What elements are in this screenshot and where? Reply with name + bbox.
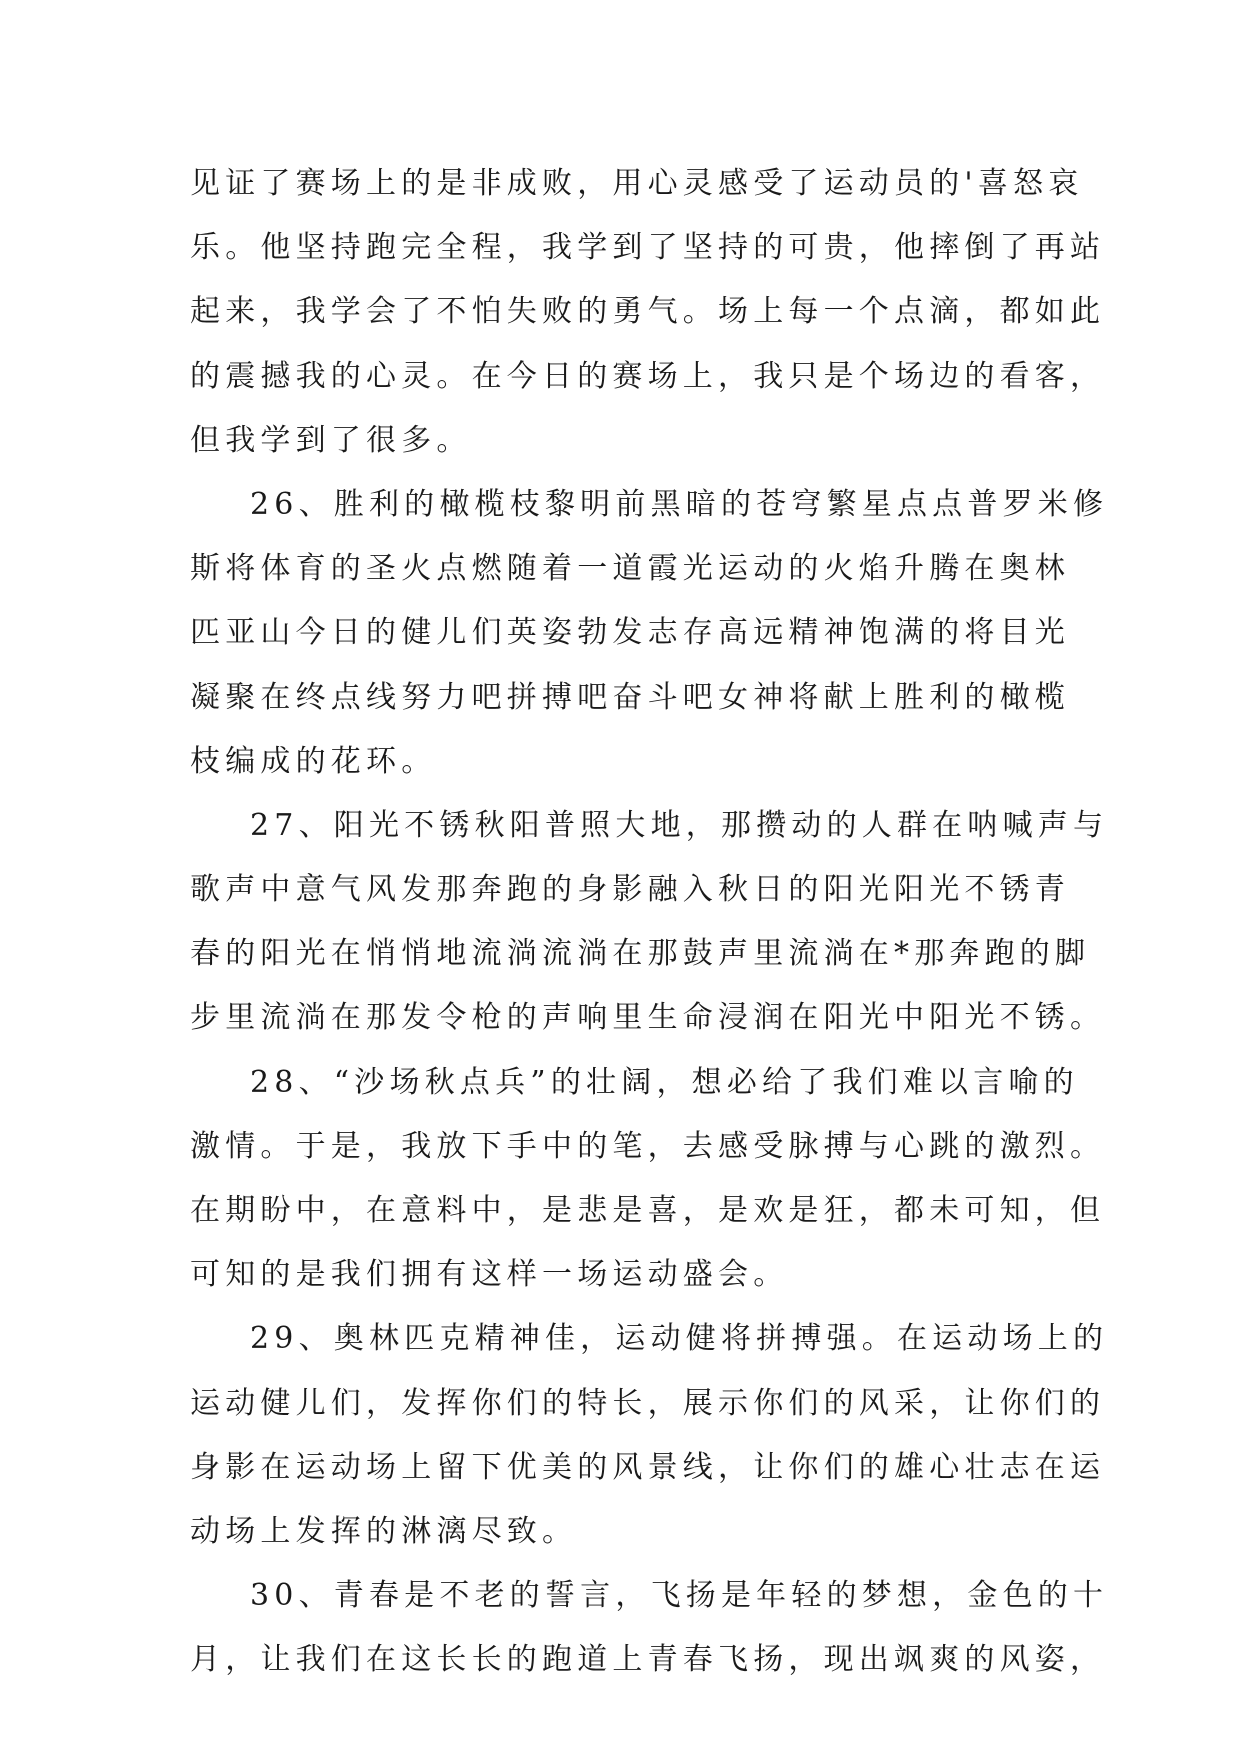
- document-body: [190, 152, 1109, 1693]
- text-line: 起来，我学会了不怕失败的勇气。场上每一个点滴，都如此: [190, 294, 1106, 330]
- paragraph-28-start: 28、“沙场秋点兵”的壮阔，想必给了我们难以言喻的: [250, 1064, 1079, 1100]
- text-line: 的震撼我的心灵。在今日的赛场上，我只是个场边的看客，: [190, 358, 1106, 394]
- text-line: 匹亚山今日的健儿们英姿勃发志存高远精神饱满的将目光: [190, 615, 1070, 651]
- paragraph-29-start: 29、奥林匹克精神佳，运动健将拼搏强。在运动场上的: [250, 1321, 1109, 1357]
- text-line: 斯将体育的圣火点燃随着一道霞光运动的火焰升腾在奥林: [190, 551, 1070, 587]
- text-line: 激情。于是，我放下手中的笔，去感受脉搏与心跳的激烈。: [190, 1128, 1106, 1164]
- text-line: 乐。他坚持跑完全程，我学到了坚持的可贵，他摔倒了再站: [190, 230, 1106, 266]
- text-line: 歌声中意气风发那奔跑的身影融入秋日的阳光阳光不锈青: [190, 872, 1070, 908]
- text-line: 步里流淌在那发令枪的声响里生命浸润在阳光中阳光不锈。: [190, 1000, 1106, 1036]
- text-line: 身影在运动场上留下优美的风景线，让你们的雄心壮志在运: [190, 1449, 1106, 1485]
- paragraph-30-start: 30、青春是不老的誓言，飞扬是年轻的梦想，金色的十: [250, 1578, 1109, 1614]
- text-line: 春的阳光在悄悄地流淌流淌在那鼓声里流淌在*那奔跑的脚: [190, 936, 1091, 972]
- paragraph-27-start: 27、阳光不锈秋阳普照大地，那攒动的人群在呐喊声与: [250, 807, 1109, 843]
- text-line: 可知的是我们拥有这样一场运动盛会。: [190, 1257, 789, 1293]
- paragraph-26-start: 26、胜利的橄榄枝黎明前黑暗的苍穹繁星点点普罗米修: [250, 486, 1109, 522]
- text-line: 但我学到了很多。: [190, 422, 472, 458]
- text-line: 动场上发挥的淋漓尽致。: [190, 1513, 578, 1549]
- text-line: 运动健儿们，发挥你们的特长，展示你们的风采，让你们的: [190, 1385, 1106, 1421]
- text-line: 月，让我们在这长长的跑道上青春飞扬，现出飒爽的风姿，: [190, 1642, 1106, 1678]
- text-line: 凝聚在终点线努力吧拼搏吧奋斗吧女神将献上胜利的橄榄: [190, 679, 1070, 715]
- text-line: 在期盼中，在意料中，是悲是喜，是欢是狂，都未可知，但: [190, 1193, 1106, 1228]
- text-line: 见证了赛场上的是非成败，用心灵感受了运动员的'喜怒哀: [190, 166, 1084, 201]
- text-line: 枝编成的花环。: [190, 743, 437, 779]
